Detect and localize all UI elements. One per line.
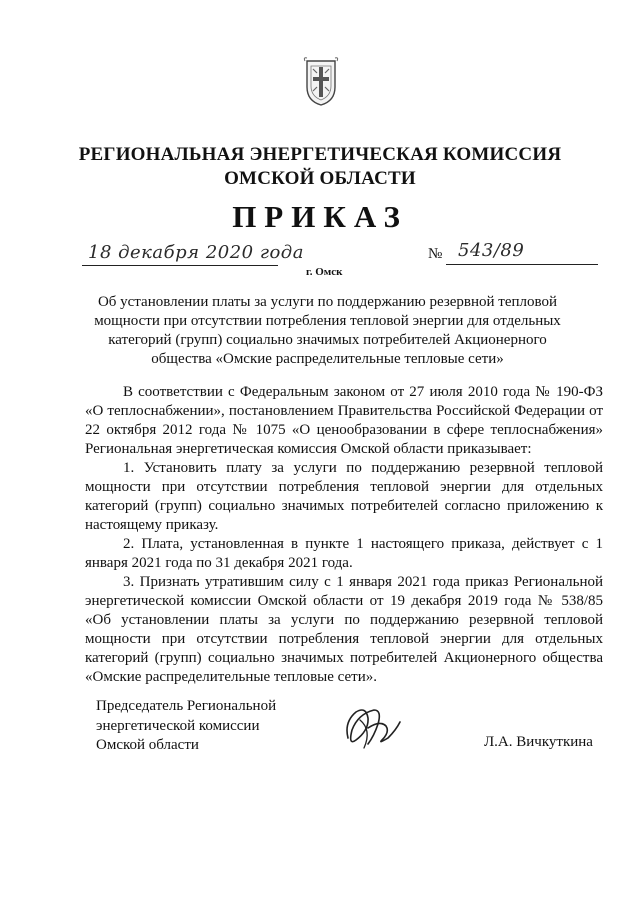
city-label: г. Омск [306,266,343,278]
organization-name-line2: ОМСКОЙ ОБЛАСТИ [224,168,416,189]
number-label: № [428,246,443,262]
document-type-title: ПРИКАЗ [232,199,408,234]
order-item-2: 2. Плата, установленная в пункте 1 настоящего приказа, действует с 1 января 2021 года по 31 декабря 2021 года. [85,536,603,571]
order-subject: Об установлении платы за услуги по поддержанию резервной тепловой мощности при отсутствии потребления тепловой энергии для отдельных категорий (групп) социально значимых потребителей Акционерного общества «Омские распределительные тепловые сети» [94,294,561,367]
signatory-name: Л.А. Вичкуткина [484,734,593,750]
signatory-position-line1: Председатель Региональной [96,698,277,714]
handwritten-number: 543/89 [458,240,525,261]
signatory-position-line3: Омской области [96,737,199,753]
signatory-position-line2: энергетической комиссии [96,717,260,734]
number-underline [446,264,598,265]
order-item-1: 1. Установить плату за услуги по поддержанию резервной тепловой мощности при отсутствии потребления тепловой энергии для отдельных категорий (групп) социально значимых потребителей согласно приложению к настоящему приказу. [85,460,603,533]
order-body [85,383,603,687]
preamble-paragraph: В соответствии с Федеральным законом от 27 июля 2010 года № 190-ФЗ «О теплоснабжении», постановлением Правительства Российской Федерации от 22 октября 2012 года № 1075 «О ценообразовании в сфере теплоснабжения» Региональная энергетическая комиссия Омской области приказывает: [85,384,603,457]
handwritten-signature-icon [338,700,408,755]
order-item-3: 3. Признать утратившим силу с 1 января 2021 года приказ Региональной энергетической комиссии Омской области от 19 декабря 2019 года № 538/85 «Об установлении платы за услуги по поддержанию резервной тепловой мощности при отсутствии потребления тепловой энергии для отдельных категорий (групп) социально значимых потребителей Акционерного общества «Омские распределительные тепловые сети». [85,574,603,685]
organization-name-line1: РЕГИОНАЛЬНАЯ ЭНЕРГЕТИЧЕСКАЯ КОМИССИЯ [78,144,562,165]
coat-of-arms-icon [303,57,339,107]
signatory-position [96,697,276,756]
date-underline [82,265,278,266]
handwritten-date: 18 декабря 2020 года [88,242,304,263]
